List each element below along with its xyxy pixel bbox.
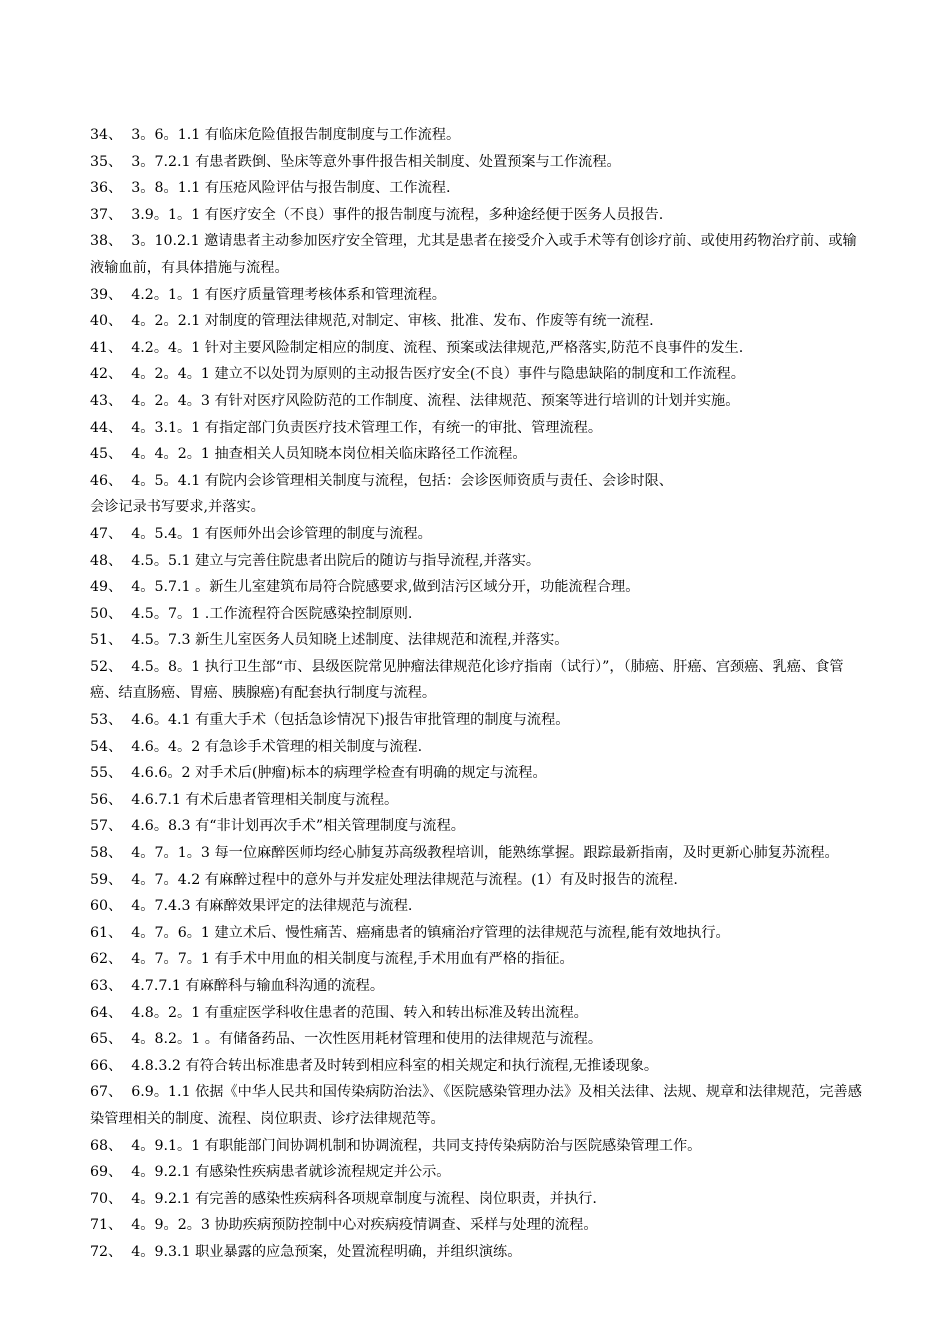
list-item: 50、 4.5。7。1 .工作流程符合医院感染控制原则.	[90, 605, 413, 622]
list-item: 43、 4。2。4。3 有针对医疗风险防范的工作制度、流程、法律规范、预案等进行培训的计划并实施。	[90, 392, 740, 409]
list-item: 58、 4。7。1。3 每一位麻醉医师均经心肺复苏高级教程培训，能熟练掌握。跟踪最新指南，及时更新心肺复苏流程。	[90, 845, 839, 862]
list-item: 56、 4.6.7.1 有术后患者管理相关制度与流程。	[90, 791, 399, 808]
list-item: 37、 3.9。1。1 有医疗安全（不良）事件的报告制度与流程，多种途经便于医务人员报告.	[90, 206, 664, 223]
list-item: 46、 4。5。4.1 有院内会诊管理相关制度与流程，包括：会诊医师资质与责任、会诊时限、 会诊记录书写要求,并落实。	[90, 472, 673, 516]
list-item: 69、 4。9.2.1 有感染性疾病患者就诊流程规定并公示。	[90, 1164, 451, 1181]
list-item: 64、 4.8。2。1 有重症医学科收住患者的范围、转入和转出标准及转出流程。	[90, 1004, 588, 1021]
document-page	[90, 122, 865, 1266]
list-item: 44、 4。3.1。1 有指定部门负责医疗技术管理工作，有统一的审批、管理流程。	[90, 419, 603, 436]
list-item: 72、 4。9.3.1 职业暴露的应急预案，处置流程明确，并组织演练。	[90, 1243, 522, 1260]
list-item: 34、 3。6。1.1 有临床危险值报告制度制度与工作流程。	[90, 127, 461, 143]
list-item: 60、 4。7.4.3 有麻醉效果评定的法律规范与流程.	[90, 898, 413, 915]
list-item: 47、 4。5.4。1 有医师外出会诊管理的制度与流程。	[90, 525, 432, 542]
list-item: 48、 4.5。5.1 建立与完善住院患者出院后的随访与指导流程,并落实。	[90, 552, 541, 569]
list-item: 61、 4。7。6。1 建立术后、慢性痛苦、癌痛患者的镇痛治疗管理的法律规范与流程,能有效地执行。	[90, 924, 730, 941]
list-item: 41、 4.2。4。1 针对主要风险制定相应的制度、流程、预案或法律规范,严格落实,防范不良事件的发生.	[90, 339, 744, 356]
list-item: 35、 3。7.2.1 有患者跌倒、坠床等意外事件报告相关制度、处置预案与工作流程。	[90, 153, 621, 170]
list-item: 55、 4.6.6。2 对手术后(肿瘤)标本的病理学检查有明确的规定与流程。	[90, 765, 547, 782]
list-item: 68、 4。9.1。1 有职能部门间协调机制和协调流程，共同支持传染病防治与医院感染管理工作。	[90, 1137, 702, 1154]
list-item: 49、 4。5.7.1 。新生儿室建筑布局符合院感要求,做到洁污区域分开，功能流程合理。	[90, 579, 640, 596]
list-item: 59、 4。7。4.2 有麻醉过程中的意外与并发症处理法律规范与流程。(1）有及时报告的流程.	[90, 871, 678, 888]
list-item: 53、 4.6。4.1 有重大手术（包括急诊情况下)报告审批管理的制度与流程。	[90, 712, 570, 729]
list-item: 51、 4.5。7.3 新生儿室医务人员知晓上述制度、法律规范和流程,并落实。	[90, 632, 569, 649]
list-item: 67、 6.9。1.1 依据《中华人民共和国传染病防治法》、《医院感染管理办法》及相关法律、法规、规章和法律规范，完善感染管理相关的制度、流程、岗位职责、诊疗法律规范等。	[90, 1084, 862, 1127]
list-item: 52、 4.5。8。1 执行卫生部“市、县级医院常见肿瘤法律规范化诊疗指南（试行）”，（肺癌、肝癌、宫颈癌、乳癌、食管癌、结直肠癌、胃癌、胰腺癌)有配套执行制度与流程。	[90, 658, 844, 702]
list-item: 65、 4。8.2。1 。有储备药品、一次性医用耗材管理和使用的法律规范与流程。	[90, 1031, 603, 1048]
list-item: 70、 4。9.2.1 有完善的感染性疾病科各项规章制度与流程、岗位职责，并执行.	[90, 1190, 597, 1207]
list-item: 38、 3。10.2.1 邀请患者主动参加医疗安全管理，尤其是患者在接受介入或手术等有创诊疗前、或使用药物治疗前、或输液输血前，有具体措施与流程。	[90, 233, 857, 276]
list-item: 62、 4。7。7。1 有手术中用血的相关制度与流程,手术用血有严格的指征。	[90, 951, 574, 968]
list-item: 66、 4.8.3.2 有符合转出标准患者及时转到相应科室的相关规定和执行流程,无推诿现象。	[90, 1057, 659, 1074]
list-item: 63、 4.7.7.1 有麻醉科与输血科沟通的流程。	[90, 978, 385, 994]
list-item: 42、 4。2。4。1 建立不以处罚为原则的主动报告医疗安全(不良）事件与隐患缺陷的制度和工作流程。	[90, 366, 745, 383]
list-item: 71、 4。9。2。3 协助疾病预防控制中心对疾病疫情调查、采样与处理的流程。	[90, 1217, 598, 1234]
list-item: 57、 4.6。8.3 有“非计划再次手术”相关管理制度与流程。	[90, 818, 465, 835]
list-item: 54、 4.6。4。2 有急诊手术管理的相关制度与流程.	[90, 738, 423, 755]
list-item: 40、 4。2。2.1 对制度的管理法律规范,对制定、审核、批准、发布、作废等有统一流程.	[90, 313, 654, 330]
list-item: 45、 4。4。2。1 抽查相关人员知晓本岗位相关临床路径工作流程。	[90, 446, 527, 463]
list-item: 39、 4.2。1。1 有医疗质量管理考核体系和管理流程。	[90, 286, 446, 303]
list-item: 36、 3。8。1.1 有压疮风险评估与报告制度、工作流程.	[90, 180, 451, 197]
